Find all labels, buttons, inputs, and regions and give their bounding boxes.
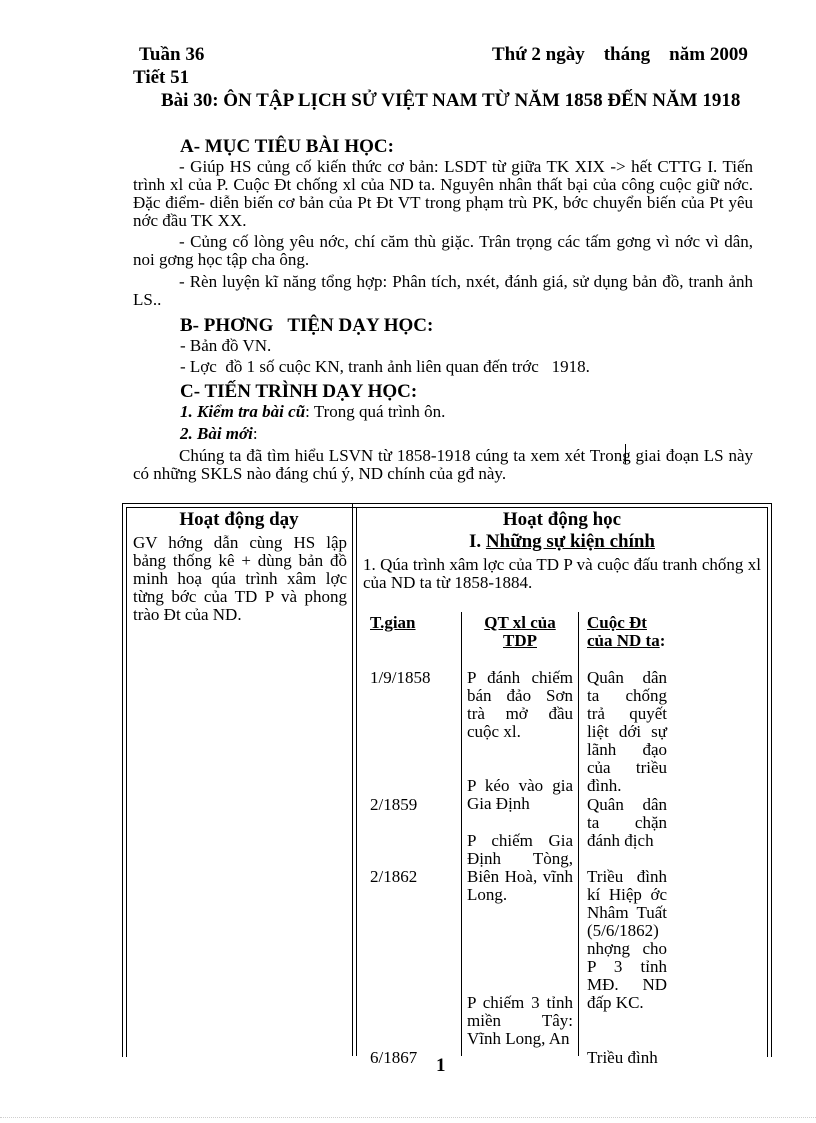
- period-label: Tiết 51: [133, 67, 190, 88]
- subtable-divider-1: [461, 612, 462, 1056]
- page-number: 1: [436, 1055, 446, 1076]
- date-line: Thứ 2 ngày tháng năm 2009: [492, 44, 748, 65]
- new-label: 2. Bài mới: [180, 424, 253, 443]
- col-head-resistance: [587, 614, 667, 650]
- row-4-time: 6/1867: [370, 1048, 418, 1067]
- lesson-name: : ÔN TẬP LỊCH SỬ VIỆT NAM TỪ NĂM 1858 ĐẾN NĂM 1918: [212, 90, 741, 111]
- row-2-time: 2/1859: [370, 795, 418, 814]
- row-3-invasion: P chiếm Gia Định Tòng, Biên Hoà, vĩnh Long.: [467, 831, 573, 904]
- objective-skills: - Rèn luyện kĩ năng tổng hợp: Phân tích, nxét, đánh giá, sử dụng bản đồ, tranh ảnh LS..: [133, 272, 753, 309]
- student-activity-heading: Hoạt động học: [502, 509, 622, 530]
- col-head-invasion: QT xl của TDP: [484, 613, 556, 650]
- main-events-prefix: I.: [469, 531, 486, 552]
- materials-item-pictures: - Lợc đồ 1 số cuộc KN, tranh ảnh liên quan đến trớc 1918.: [180, 357, 590, 376]
- new-lesson-intro: Chúng ta đã tìm hiểu LSVN từ 1858-1918 cúng ta xem xét Trong giai đoạn LS này có những SKLS nào đáng chú ý, ND chính của gđ này.: [133, 446, 753, 483]
- check-old-lesson: [180, 403, 445, 421]
- row-1-invasion: P đánh chiếm bán đảo Sơn trà mở đầu cuộc xl.: [467, 668, 573, 741]
- week-label: Tuần 36: [139, 44, 205, 65]
- teacher-activity-text: GV hớng dẫn cùng HS lập bảng thống kê + dùng bản đồ minh hoạ qúa trình xâm lợc từng bớc của TD P và phong trào Đt của ND.: [133, 533, 347, 624]
- lesson-number: Bài 30: [161, 90, 213, 111]
- new-colon: :: [252, 424, 258, 443]
- materials-item-map: - Bản đồ VN.: [180, 336, 272, 355]
- row-1-time: 1/9/1858: [370, 668, 431, 687]
- text-cursor: [625, 444, 626, 464]
- section-b-heading: B- PHƠNG TIỆN DẠY HỌC:: [180, 315, 434, 336]
- table-column-divider: [352, 503, 353, 1056]
- row-2-invasion: P kéo vào gia Gia Định: [467, 776, 573, 813]
- col-head-resistance-text: Cuộc Đt của ND ta: [587, 613, 660, 650]
- row-3-resistance: Triều đình kí Hiệp ớc Nhâm Tuất (5/6/1862) nhợng cho P 3 tỉnh MĐ. ND đấp KC.: [587, 867, 667, 1012]
- row-4-resistance: Triều đình: [587, 1048, 658, 1067]
- check-text: : Trong quá trình ôn.: [305, 402, 446, 421]
- row-4-invasion: P chiếm 3 tỉnh miền Tây: Vĩnh Long, An: [467, 993, 573, 1048]
- objective-knowledge: - Giúp HS củng cố kiến thức cơ bản: LSDT từ giữa TK XIX -> hết CTTG I. Tiến trình xl của P. Cuộc Đt chống xl của ND ta. Nguyên nhân thất bại của công cuộc giữ nớc. Đặc điểm- diễn biến cơ bản của Pt Đt VT trong phạm trù PK, bớc chuyển biến của Pt yêu nớc đầu TK XX.: [133, 157, 753, 230]
- teacher-activity-heading: Hoạt động dạy: [179, 509, 299, 530]
- col-head-time: T.gian: [370, 613, 416, 632]
- col-head-resistance-colon: :: [659, 631, 666, 650]
- main-events-heading: [362, 533, 762, 551]
- subtable-divider-2: [578, 612, 579, 1056]
- objective-attitude: - Củng cố lòng yêu nớc, chí căm thù giặc. Trân trọng các tấm gơng vì nớc vì dân, noi gơng học tập cha ông.: [133, 232, 753, 269]
- row-1-resistance: Quân dân ta chống trả quyết liệt dới sự lãnh đạo của triều đình.: [587, 668, 667, 795]
- section-c-heading: C- TIẾN TRÌNH DẠY HỌC:: [180, 381, 418, 402]
- lesson-title: [161, 92, 740, 110]
- check-label: 1. Kiểm tra bài cũ: [180, 402, 306, 421]
- row-2-resistance: Quân dân ta chặn đánh địch: [587, 795, 667, 850]
- main-events-title: Những sự kiện chính: [485, 531, 655, 552]
- section-a-heading: A- MỤC TIÊU BÀI HỌC:: [180, 136, 394, 157]
- invasion-intro: 1. Qúa trình xâm lợc của TD P và cuộc đấu tranh chống xl của ND ta từ 1858-1884.: [363, 555, 761, 592]
- page-bottom-edge: [0, 1117, 816, 1118]
- row-3-time: 2/1862: [370, 867, 418, 886]
- table-column-divider-inner: [356, 507, 357, 1056]
- new-lesson: [180, 425, 258, 443]
